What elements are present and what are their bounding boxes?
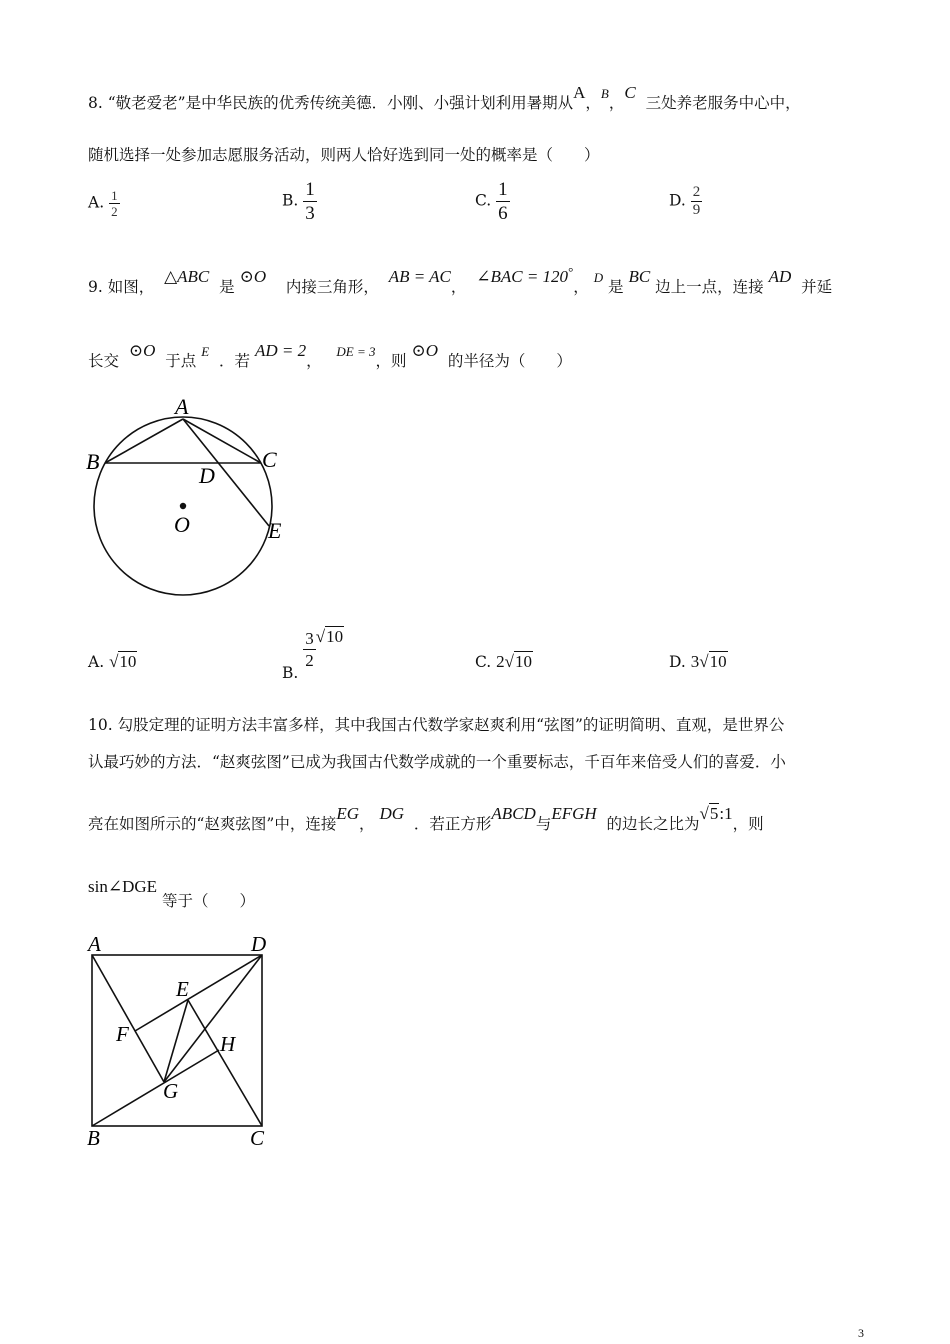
q9-option-d[interactable]: D. 3√10 — [669, 652, 727, 671]
q9-option-b[interactable]: B. $\frac{3}{2}$ √10 — [282, 626, 344, 682]
label-b: B — [86, 449, 100, 474]
point-a: A — [573, 83, 586, 102]
q9-line1: 9. 如图， △ABC 是 ⊙O 内接三角形， AB = AC， ∠BAC = 120°， $^D$ 是 BC 边上一点，连接 AD 并延 — [88, 264, 833, 296]
q9-option-c[interactable]: C. 2√10 — [475, 652, 533, 671]
q8-option-b[interactable]: B. $\frac{1}{3}$ — [282, 179, 315, 224]
q10-line1: 10. 勾股定理的证明方法丰富多样，其中我国古代数学家赵爽利用“弦图”的证明简明、直观，是世界公 — [88, 716, 785, 734]
q8-line1: 8. “敬老爱老”是中华民族的优秀传统美德．小刚、小强计划利用暑期从A，$^B$，C 三处养老服务中心中， — [88, 83, 801, 112]
q8-option-c[interactable]: C. $\frac{1}{6}$ — [475, 179, 508, 224]
q10-line3: 亮在如图所示的“赵爽弦图”中，连接EG， DG ．若正方形ABCD与EFGH 的边长之比为√5:1，则 — [88, 804, 764, 833]
triangle-abc: △ABC — [164, 267, 210, 286]
page-number: 3 — [858, 1326, 864, 1340]
q8-option-d[interactable]: D. $\frac{2}{9}$ — [669, 184, 701, 218]
point-c: C — [624, 83, 636, 102]
point-b: B — [600, 86, 609, 101]
label-d: D — [199, 463, 215, 488]
label-a: A — [175, 394, 189, 419]
q9-circle-figure — [80, 392, 300, 607]
q10-string-figure — [80, 930, 280, 1155]
label-o: O — [174, 512, 190, 537]
label-a: A — [88, 932, 101, 956]
label-e: E — [176, 977, 189, 1001]
q8-line2: 随机选择一处参加志愿服务活动，则两人恰好选到同一处的概率是（ ） — [88, 146, 600, 164]
q9-line2: 长交 ⊙O 于点 $^E$ ．若 AD = 2， $^{DE = 3}$，则 ⊙O 的半径为（ ） — [88, 341, 572, 370]
label-c: C — [250, 1126, 265, 1150]
circle-o: ⊙O — [239, 267, 267, 286]
label-e: E — [268, 518, 282, 543]
label-b: B — [87, 1126, 100, 1150]
label-g: G — [163, 1079, 179, 1103]
label-h: H — [220, 1032, 236, 1056]
label-f: F — [116, 1022, 129, 1046]
label-d: D — [251, 932, 267, 956]
q8-option-a[interactable]: A. $\frac{1}{2}$ — [88, 188, 118, 219]
q10-line2: 认最巧妙的方法．“赵爽弦图”已成为我国古代数学成就的一个重要标志，千百年来倍受人们的喜爱．小 — [88, 753, 786, 771]
q10-line4: sin∠DGE 等于（ ） — [88, 877, 255, 910]
label-c: C — [262, 447, 277, 472]
q9-option-a[interactable]: A. √10 — [88, 652, 137, 671]
